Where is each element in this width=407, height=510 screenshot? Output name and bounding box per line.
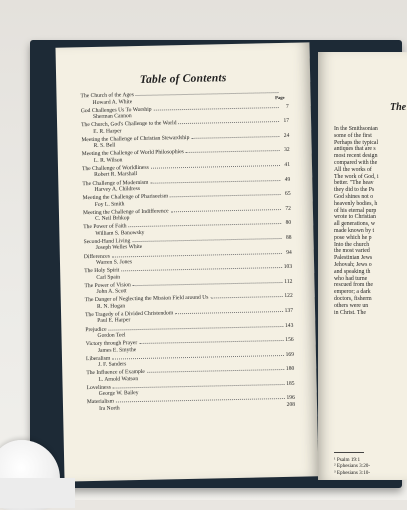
chapter-text-line: made known by t	[334, 228, 379, 235]
toc-entry-page: 122	[284, 293, 293, 300]
toc-entry-author: Howard A. White	[81, 95, 289, 106]
toc-entry-page: 72	[283, 206, 291, 213]
toc-list	[80, 89, 295, 414]
chapter-text-line: All the works of	[334, 167, 379, 174]
toc-entry-author: James E. Smythe	[86, 343, 294, 354]
toc-entry-page: 156	[285, 337, 294, 344]
toc-entry-title: Victory through Prayer	[86, 340, 138, 348]
page-column-label: Page	[275, 95, 285, 100]
toc-entry-author: Harvey A. Childress	[82, 183, 290, 194]
chapter-text-line: rescued from the	[334, 282, 379, 289]
toc-entry-author: Robert R. Marshall	[82, 168, 290, 179]
toc-entry-page: 137	[285, 308, 294, 315]
toc-entry-title: The Influence of Example	[86, 369, 145, 377]
toc-entry-author: R. S. Bell	[81, 139, 289, 150]
toc-entry-author: L. R. Wilson	[82, 154, 290, 165]
chapter-text-line: The work of God, i	[334, 174, 379, 181]
dot-leader	[191, 136, 279, 139]
toc-entry-page: 185	[286, 381, 295, 388]
chapter-text-line: wrote to Christian	[334, 214, 379, 221]
toc-entry-title: Second-Hand Living	[83, 238, 130, 245]
toc-entry-title: Loveliness	[87, 384, 111, 391]
toc-entry-page: 88	[283, 235, 291, 242]
chapter-text-line: heavenly bodies, h	[334, 201, 379, 208]
toc-entry-author: Paul E. Harper	[85, 314, 293, 325]
chapter-text-line: God shines not o	[334, 194, 379, 201]
chapter-text-line: the most varied	[334, 248, 379, 255]
toc-entry-title: Prejudice	[85, 326, 106, 333]
chapter-text-line: some of the first	[334, 133, 379, 140]
toc-entry-author: John A. Scott	[85, 285, 293, 296]
toc-entry-title: Meeting the Challenge of Indifference	[83, 208, 169, 216]
toc-entry-page: 17	[281, 118, 289, 125]
dot-leader	[175, 311, 283, 314]
chapter-text-line: Palestinian Jews	[334, 255, 379, 262]
toc-entry-title: Meeting the Challenge of Phariseeism	[83, 194, 169, 202]
toc-entry-author: Warren S. Jones	[84, 256, 292, 267]
toc-entry-page: 196	[286, 395, 295, 402]
chapter-text-line: doctors, fisherm	[334, 296, 379, 303]
toc-entry-author: Gordon Teel	[85, 329, 293, 340]
chapter-text-line: and speaking th	[334, 269, 379, 276]
glove-cuff	[0, 478, 75, 508]
chapter-text-line: all generations, w	[334, 221, 379, 228]
toc-entry-author: William S. Banowsky	[83, 227, 291, 238]
toc-entry-title: Meeting the Challenge of World Philosophies	[82, 149, 184, 158]
chapter-text-line: pose which he p	[334, 235, 379, 242]
toc-entry-title: Meeting the Challenge of Christian Stewardship	[81, 135, 189, 144]
toc-entry	[87, 395, 295, 412]
toc-entry-author: Ira North 208	[87, 402, 295, 413]
toc-entry-title: The Danger of Neglecting the Mission Field around Us	[85, 295, 209, 304]
toc-entry-author: R. N. Hogan	[85, 300, 293, 311]
chapter-text-line: In the Smithsonian	[334, 126, 379, 133]
toc-entry-page: 24	[281, 133, 289, 140]
toc-entry-title: The Power of Vision	[84, 282, 130, 289]
toc-entry-page: 49	[282, 176, 290, 183]
toc-entry-page: 80	[283, 220, 291, 227]
toc-entry-page: 7	[281, 103, 289, 110]
right-page	[318, 52, 407, 480]
toc-entry-author: Carl Spain	[84, 270, 292, 281]
toc-entry-page: 169	[286, 351, 295, 358]
toc-entry-author: E. R. Harper	[81, 125, 289, 136]
chapter-text	[334, 126, 379, 316]
page-title: Table of Contents	[56, 70, 310, 87]
footnote: ¹ Psalm 19:1	[334, 457, 370, 463]
toc-entry-title: The Church, God's Challenge to the World	[81, 120, 176, 128]
chapter-text-line: who had turne	[334, 276, 379, 283]
toc-entry-title: Differences	[84, 253, 110, 260]
toc-entry-title: The Holy Spirit	[84, 268, 119, 275]
toc-entry-author: C. Neil Brhkop	[83, 212, 291, 223]
chapter-text-line: emperor; a dark	[334, 289, 379, 296]
toc-entry-title: The Power of Faith	[83, 224, 126, 231]
chapter-text-line: antiques that are s	[334, 146, 379, 153]
chapter-text-line: Into the church	[334, 242, 379, 249]
toc-entry-title: Liberalism	[86, 355, 110, 362]
toc-last-page: 208	[287, 402, 296, 409]
chapter-text-line: others were un	[334, 303, 379, 310]
toc-entry-title: The Tragedy of a Divided Christendom	[85, 310, 173, 318]
toc-entry-page: 112	[284, 279, 292, 286]
chapter-text-line: most recent design	[334, 153, 379, 160]
dot-leader	[170, 194, 281, 197]
left-page	[55, 42, 318, 481]
footnotes	[334, 457, 370, 476]
toc-entry-title: The Challenge of Worldliness	[82, 165, 149, 173]
toc-entry-title: The Challenge of Modernism	[82, 179, 148, 187]
toc-entry-author: Foy L. Smith	[83, 197, 291, 208]
chapter-text-line: of his eternal purp	[334, 208, 379, 215]
chapter-text-line: in Christ. The	[334, 310, 379, 317]
toc-entry-page: 103	[284, 264, 293, 271]
toc-entry-page: 32	[282, 147, 290, 154]
toc-entry-author: George W. Bailey	[87, 387, 295, 398]
toc-entry-author: Sherman Cannon	[81, 110, 289, 121]
footnote-rule	[334, 452, 364, 453]
toc-entry-author: Joseph Welles White	[84, 241, 292, 252]
toc-entry-page: 65	[283, 191, 291, 198]
dot-leader	[210, 296, 282, 299]
toc-entry-title: God Challenges Us To Worship	[81, 106, 152, 114]
footnote: ² Ephesians 3:20-	[334, 463, 370, 469]
toc-entry-author: L. Arnold Watson	[86, 373, 294, 384]
dot-leader	[186, 150, 280, 153]
footnote: ³ Ephesians 3:10-	[334, 470, 370, 476]
chapter-text-line: Perhaps the typical	[334, 140, 379, 147]
dot-leader	[171, 209, 281, 212]
chapter-text-line: compared with the	[334, 160, 379, 167]
chapter-text-line: they did to the Ps	[334, 187, 379, 194]
chapter-title: The	[390, 102, 406, 113]
chapter-text-line: Jehovah; Jews o	[334, 262, 379, 269]
chapter-text-line: better. "The heav	[334, 180, 379, 187]
toc-entry-title: The Church of the Ages	[80, 92, 134, 100]
toc-entry-page: 180	[286, 366, 295, 373]
toc-entry-title: Materialism	[87, 399, 114, 406]
toc-entry-page: 41	[282, 162, 290, 169]
toc-entry-author: J. F. Sanders	[86, 358, 294, 369]
dot-leader	[178, 121, 279, 124]
toc-entry-page: 143	[285, 322, 294, 329]
toc-entry-page: 94	[284, 249, 292, 256]
